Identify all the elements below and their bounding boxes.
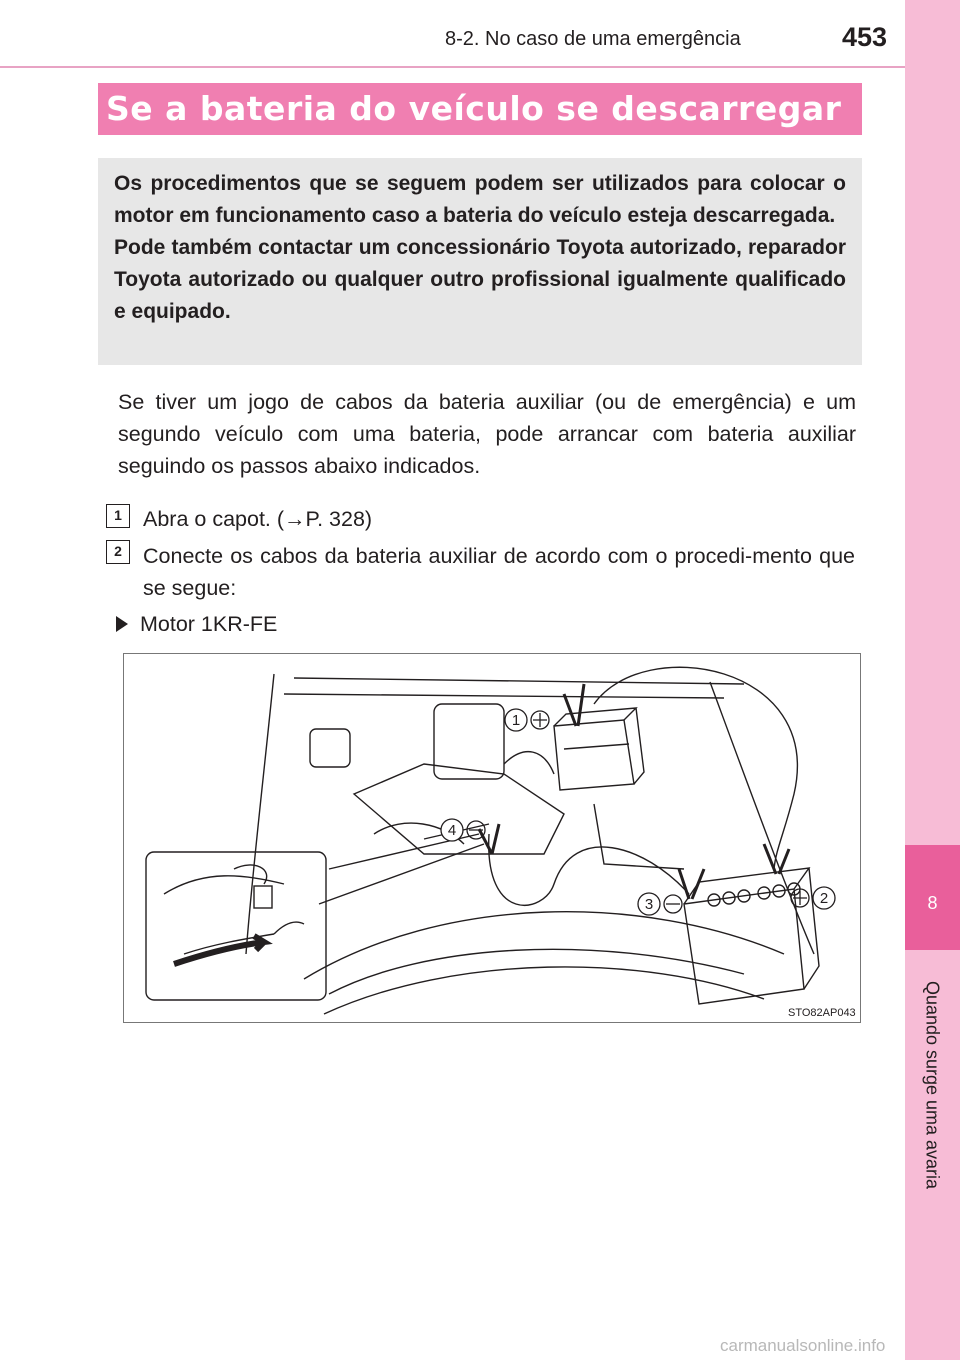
intro-paragraph-1: Os procedimentos que se seguem podem ser utilizados para colocar o motor em funcionamento caso a bateria do veículo esteja descarregada. — [114, 172, 846, 227]
engine-figure — [123, 653, 861, 1023]
body-paragraph: Se tiver um jogo de cabos da bateria auxiliar (ou de emergência) e um segundo veículo com uma bateria, pode arrancar com bateria auxiliar seguindo os passos abaixo indicados. — [118, 390, 856, 478]
watermark: carmanualsonline.info — [720, 1336, 886, 1355]
bullet-label: Motor 1KR-FE — [140, 612, 278, 636]
chapter-number: 8 — [927, 893, 938, 913]
page-number: 453 — [842, 22, 888, 52]
bullet-item — [116, 608, 277, 640]
callout-3: 3 — [644, 896, 654, 913]
callout-1: 1 — [511, 712, 521, 729]
intro-paragraph-2: Pode também contactar um concessionário Toyota autorizado, reparador Toyota autorizado ou qualquer outro profissional igualmente qualificado e equipado. — [114, 236, 846, 323]
step-2-badge: 2 — [106, 540, 130, 564]
title-banner — [98, 83, 862, 135]
chapter-title: Quando surge uma avaria — [922, 980, 943, 1190]
callout-2: 2 — [819, 890, 829, 907]
section-title: 8-2. No caso de uma emergência — [445, 28, 741, 50]
engine-illustration — [124, 654, 860, 1022]
triangle-bullet-icon — [116, 616, 128, 632]
header-divider — [0, 66, 905, 68]
figure-code: STO82AP043 — [788, 1007, 856, 1019]
step-1-badge: 1 — [106, 504, 130, 528]
chapter-tab — [905, 845, 960, 950]
step-1-text: Abra o capot. (→P. 328) — [143, 507, 373, 531]
page-title: Se a bateria do veículo se descarregar — [106, 89, 842, 128]
intro-box — [98, 158, 862, 365]
step-2-text: Conecte os cabos da bateria auxiliar de acordo com o procedi-mento que se segue: — [143, 544, 855, 600]
callout-4: 4 — [447, 822, 457, 839]
